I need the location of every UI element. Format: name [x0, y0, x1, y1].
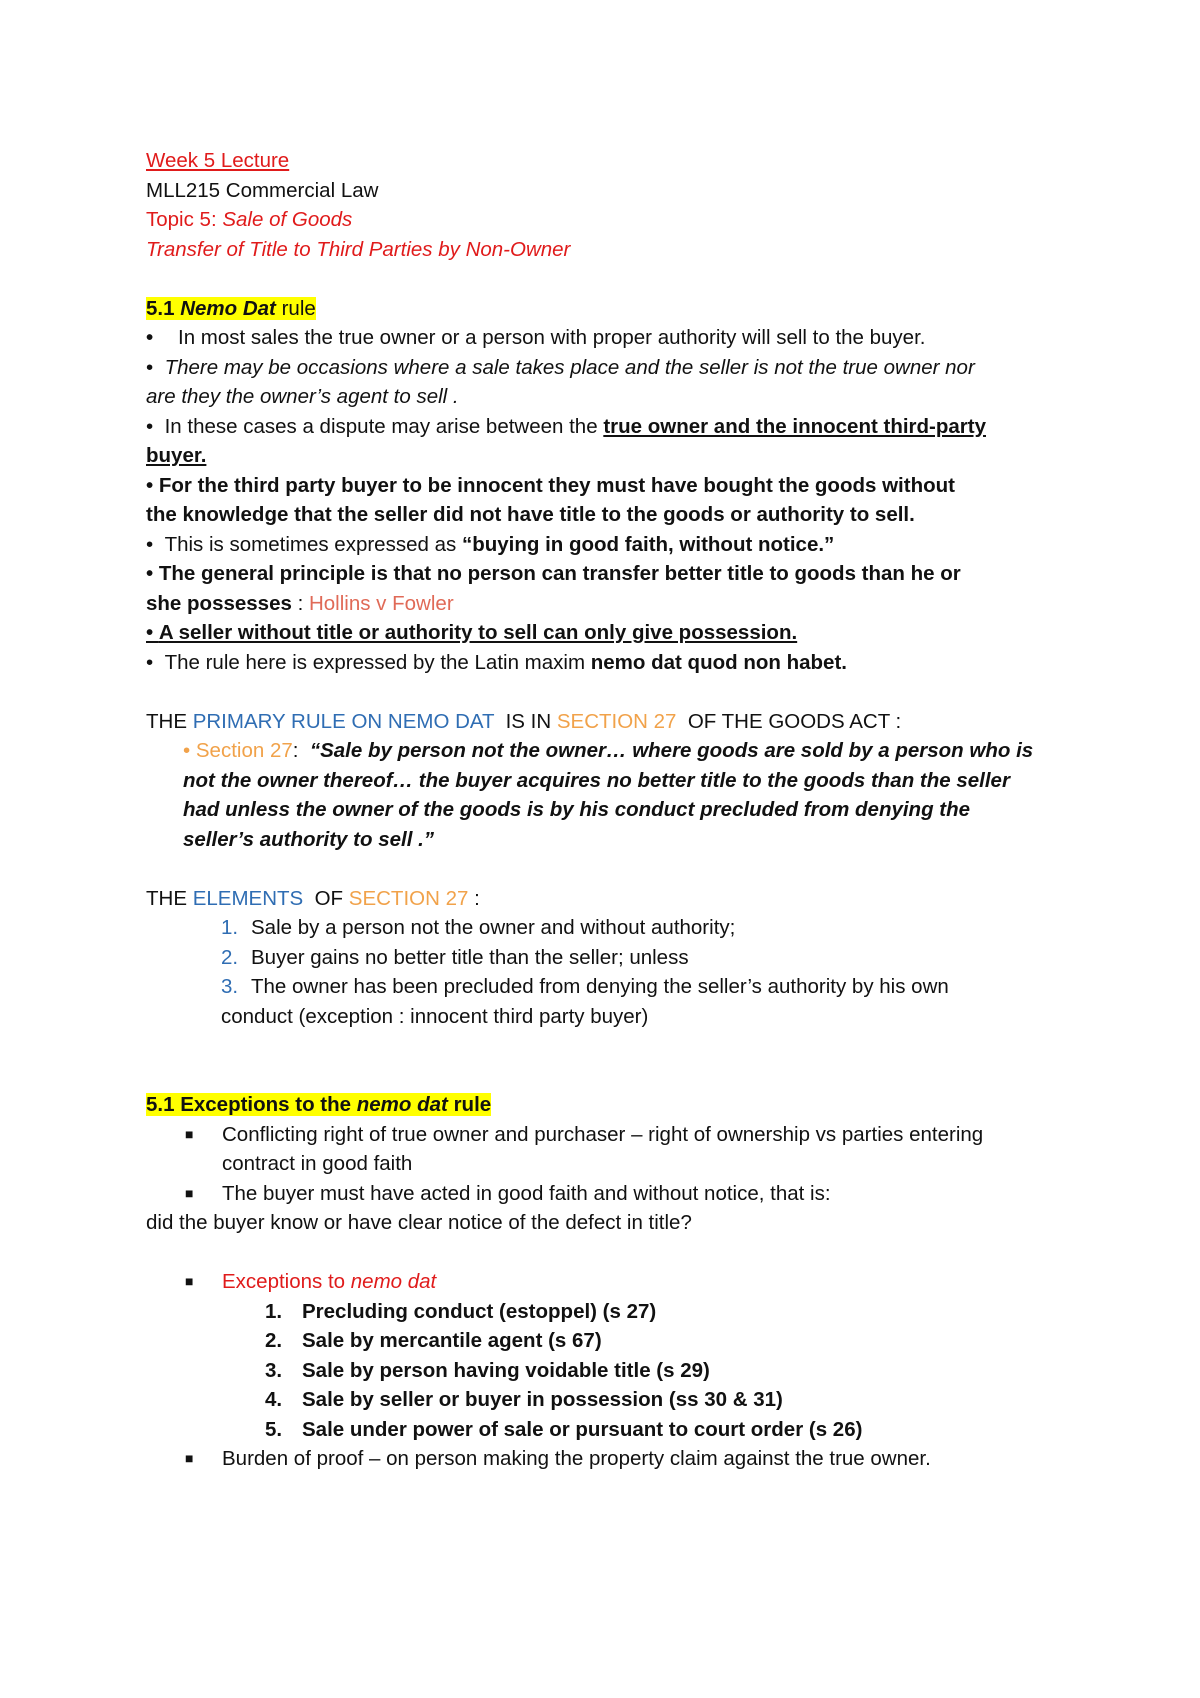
course-title: MLL215 Commercial Law — [146, 178, 379, 202]
bullet-dot: • — [146, 562, 159, 585]
bullet-text: For the third party buyer to be innocent they must have bought the goods without — [158, 473, 955, 497]
bullet-6-cont — [146, 589, 1076, 619]
bullet-dot: • — [146, 650, 165, 674]
bullet-2 — [146, 353, 1076, 383]
element-item-3: 3. The owner has been precluded from denying the seller’s authority by his own — [221, 975, 949, 998]
bullet-dot: • — [146, 414, 165, 438]
square-bullet-burden: ■ Burden of proof – on person making the property claim against the true owner. — [146, 1444, 1076, 1474]
bullet-8 — [146, 648, 1076, 678]
square-bullet-2: ■ The buyer must have acted in good faith and without notice, that is: — [146, 1179, 1076, 1209]
bullet-3 — [146, 412, 1076, 442]
exception-item-5: 5. Sale under power of sale or pursuant to court order (s 26) — [265, 1417, 863, 1441]
bullet-text: In most sales the true owner or a person with proper authority will sell to the buyer. — [178, 326, 926, 349]
section-number: 5.1 — [146, 296, 181, 320]
topic-title: Sale of Goods — [222, 208, 353, 231]
good-faith-quote: “buying in good faith, without notice.” — [461, 532, 835, 556]
square-bullet-icon: ■ — [185, 1450, 194, 1466]
bullet-text: A seller without title or authority to sell can only give possession. — [158, 621, 798, 644]
bullet-7 — [146, 618, 1076, 648]
primary-rule-heading: THE PRIMARY RULE ON NEMO DAT IS IN SECTION 27 OF THE GOODS ACT : — [146, 709, 902, 733]
exception-item-4: 4. Sale by seller or buyer in possession (ss 30 & 31) — [265, 1388, 783, 1411]
exception-item-2: 2. Sale by mercantile agent (s 67) — [265, 1329, 602, 1352]
bullet-dot: • — [146, 621, 159, 644]
element-item-1: 1. Sale by a person not the owner and without authority; — [221, 916, 736, 939]
bullet-text: The general principle is that no person can transfer better title to goods than he or — [158, 562, 961, 585]
section-heading-nemo-dat — [146, 294, 1076, 324]
bullet-5 — [146, 530, 1076, 560]
latin-maxim: nemo dat quod non habet. — [590, 650, 847, 674]
bullet-text: In these cases a dispute may arise between the — [164, 414, 604, 438]
exception-item-3: 3. Sale by person having voidable title (s 29) — [265, 1358, 710, 1382]
bullet-text: she possesses — [146, 591, 292, 615]
bullet-text: There may be occasions where a sale takes place and the seller is not the true owner nor — [164, 355, 975, 379]
document-page — [146, 146, 1076, 1474]
bullet-dot: • — [183, 739, 196, 762]
section-27-quote-l1: • Section 27: “Sale by person not the owner… where goods are sold by a person who is — [183, 739, 1034, 762]
elements-heading: THE ELEMENTS OF SECTION 27 : — [146, 886, 480, 910]
square-bullet-2-cont: did the buyer know or have clear notice of the defect in title? — [146, 1211, 692, 1234]
square-bullet-icon: ■ — [185, 1273, 194, 1289]
section-27-quote-l3: had unless the owner of the goods is by his conduct precluded from denying the — [183, 798, 971, 821]
case-name: Hollins v Fowler — [308, 591, 454, 615]
bullet-dot: • — [146, 532, 165, 556]
section-27-label: Section 27 — [195, 739, 293, 762]
bullet-text: This is sometimes expressed as — [164, 532, 462, 556]
element-item-3-cont: conduct (exception : innocent third party buyer) — [221, 1004, 649, 1028]
emphasis-true-owner: true owner and the innocent third-party — [603, 414, 986, 438]
bullet-dot: • — [146, 473, 159, 497]
separator: : — [291, 591, 309, 615]
bullet-dot: • — [146, 355, 165, 379]
element-item-2: 2. Buyer gains no better title than the seller; unless — [221, 945, 689, 969]
section-27-quote-l4: seller’s authority to sell .” — [183, 827, 435, 851]
section-title-italic: Nemo Dat — [180, 296, 276, 320]
topic-line — [146, 205, 1076, 235]
bullet-4-cont: the knowledge that the seller did not have title to the goods or authority to sell. — [146, 503, 915, 526]
topic-prefix: Topic 5: — [146, 208, 223, 231]
square-bullet-1: ■ Conflicting right of true owner and purchaser – right of ownership vs parties entering — [146, 1120, 1076, 1150]
subtitle: Transfer of Title to Third Parties by Non-Owner — [146, 237, 571, 261]
bullet-2-cont: are they the owner’s agent to sell . — [146, 385, 459, 408]
bullet-text: The rule here is expressed by the Latin maxim — [164, 650, 591, 674]
exceptions-heading: ■ Exceptions to nemo dat — [146, 1267, 1076, 1297]
section-heading-exceptions: 5.1 Exceptions to the nemo dat rule — [146, 1093, 492, 1116]
square-bullet-icon: ■ — [185, 1125, 194, 1142]
week-heading: Week 5 Lecture — [146, 149, 290, 172]
square-bullet-icon: ■ — [185, 1184, 194, 1201]
bullet-dot: • — [146, 326, 154, 349]
bullet-1 — [146, 323, 1076, 353]
bullet-4 — [146, 471, 1076, 501]
section-title-rest: rule — [275, 296, 316, 320]
bullet-3-cont: buyer. — [146, 444, 207, 467]
square-bullet-1-cont: contract in good faith — [222, 1152, 413, 1175]
exception-item-1: 1. Precluding conduct (estoppel) (s 27) — [265, 1299, 657, 1323]
section-27-quote-l2: not the owner thereof… the buyer acquires no better title to the goods than the seller — [183, 768, 1010, 792]
bullet-6 — [146, 559, 1076, 589]
